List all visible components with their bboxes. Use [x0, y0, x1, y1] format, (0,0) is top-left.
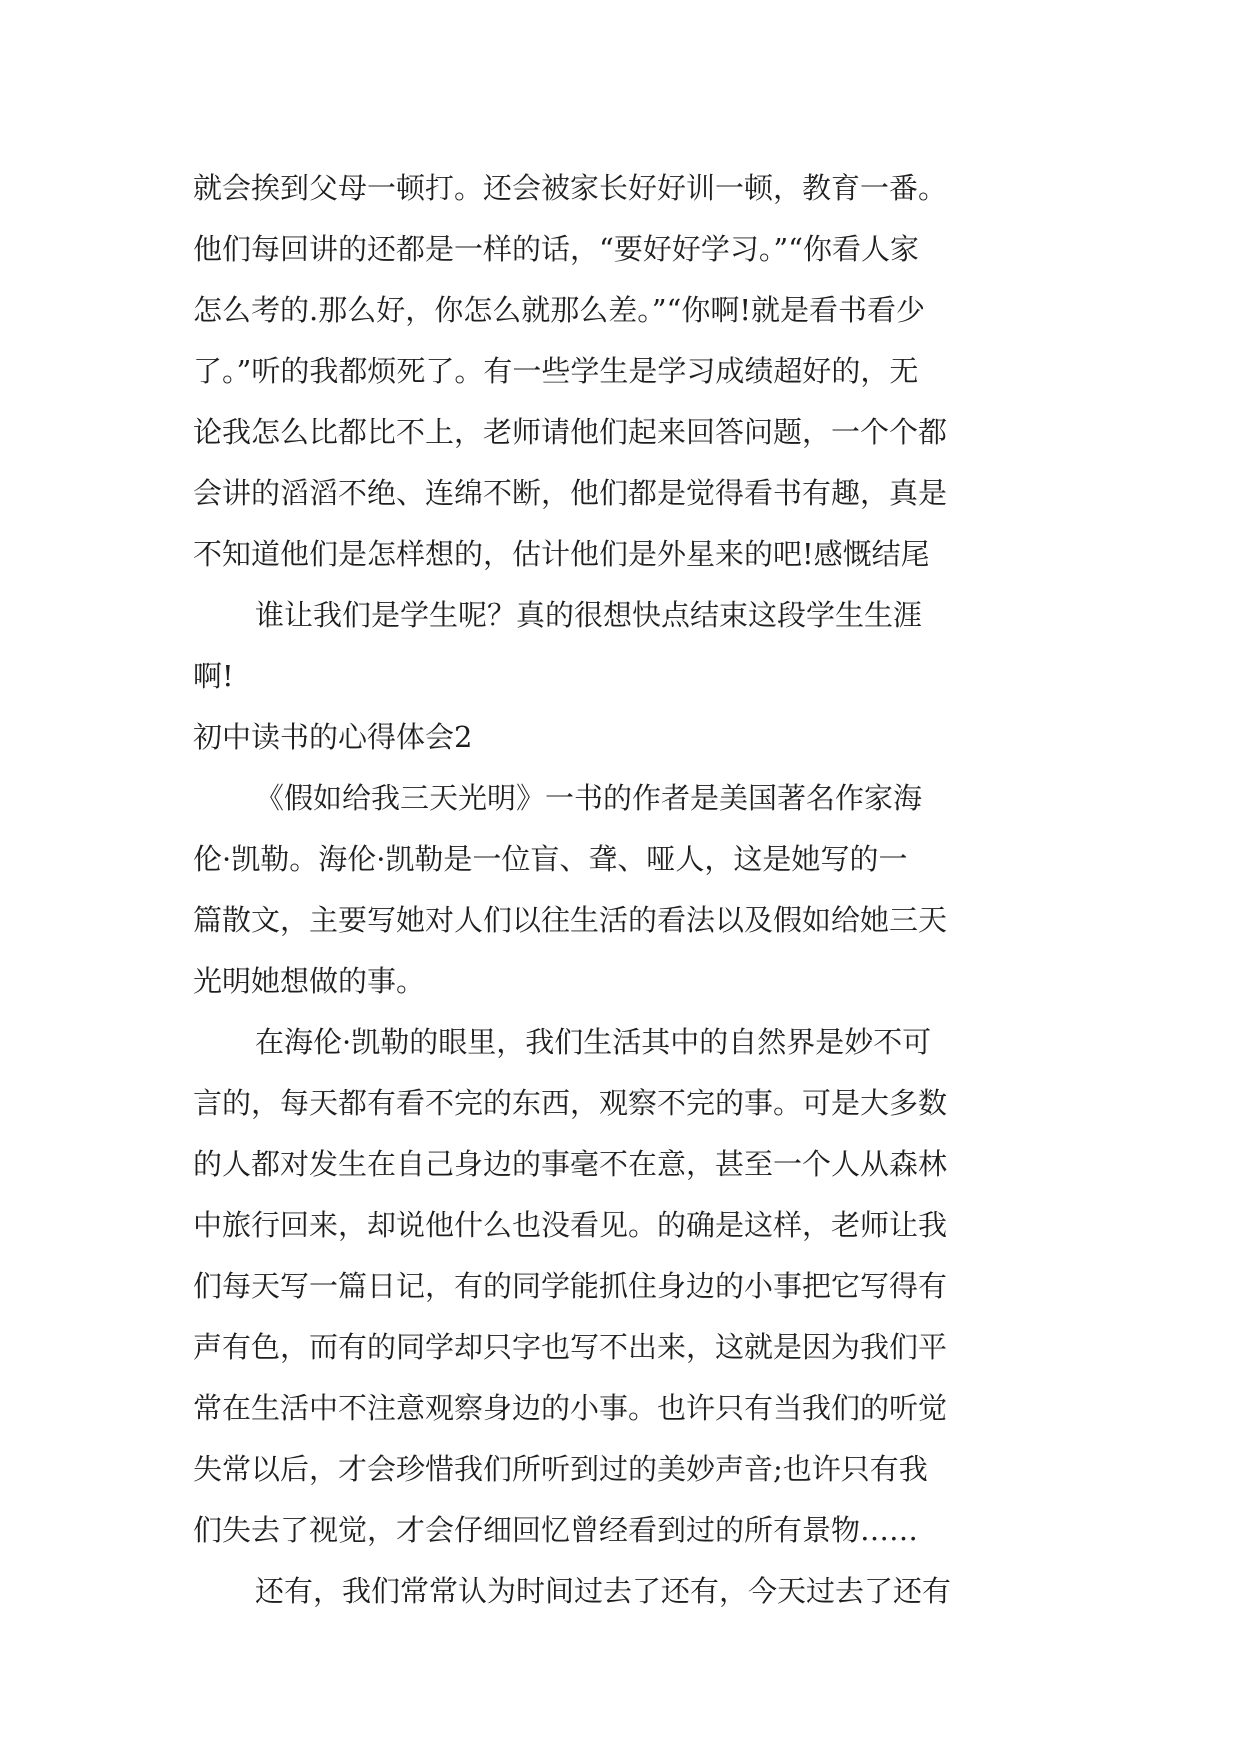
text-line: 啊!	[193, 659, 234, 693]
text-line: 们每天写一篇日记，有的同学能抓住身边的小事把它写得有	[193, 1269, 948, 1303]
paragraph-start-line: 《假如给我三天光明》一书的作者是美国著名作家海	[255, 781, 923, 815]
text-line: 就会挨到父母一顿打。还会被家长好好训一顿，教育一番。	[193, 171, 948, 205]
text-line: 论我怎么比都比不上，老师请他们起来回答问题，一个个都	[193, 415, 948, 449]
text-line: 怎么考的.那么好，你怎么就那么差。”“你啊!就是看书看少	[193, 293, 926, 327]
text-line: 言的，每天都有看不完的东西，观察不完的事。可是大多数	[193, 1086, 948, 1120]
paragraph-start-line: 在海伦·凯勒的眼里，我们生活其中的自然界是妙不可	[255, 1025, 932, 1059]
text-line: 的人都对发生在自己身边的事毫不在意，甚至一个人从森林	[193, 1147, 948, 1181]
text-line: 中旅行回来，却说他什么也没看见。的确是这样，老师让我	[193, 1208, 948, 1242]
document-body	[193, 158, 1053, 1622]
text-line: 常在生活中不注意观察身边的小事。也许只有当我们的听觉	[193, 1391, 948, 1425]
text-line: 不知道他们是怎样想的，估计他们是外星来的吧!感慨结尾	[193, 537, 930, 571]
text-line: 们失去了视觉，才会仔细回忆曾经看到过的所有景物……	[193, 1513, 919, 1547]
text-line: 伦·凯勒。海伦·凯勒是一位盲、聋、哑人，这是她写的一	[193, 842, 908, 876]
paragraph-start-line: 谁让我们是学生呢？真的很想快点结束这段学生生涯	[255, 598, 923, 632]
text-line: 光明她想做的事。	[193, 964, 426, 998]
text-line: 篇散文，主要写她对人们以往生活的看法以及假如给她三天	[193, 903, 948, 937]
text-line: 他们每回讲的还都是一样的话，“要好好学习。”“你看人家	[193, 232, 919, 266]
text-line: 会讲的滔滔不绝、连绵不断，他们都是觉得看书有趣，真是	[193, 476, 948, 510]
text-line: 了。”听的我都烦死了。有一些学生是学习成绩超好的，无	[193, 354, 919, 388]
text-line: 失常以后，才会珍惜我们所听到过的美妙声音;也许只有我	[193, 1452, 928, 1486]
text-line: 声有色，而有的同学却只字也写不出来，这就是因为我们平	[193, 1330, 948, 1364]
paragraph-start-line: 还有，我们常常认为时间过去了还有，今天过去了还有	[255, 1574, 952, 1608]
section-heading: 初中读书的心得体会2	[193, 720, 473, 754]
